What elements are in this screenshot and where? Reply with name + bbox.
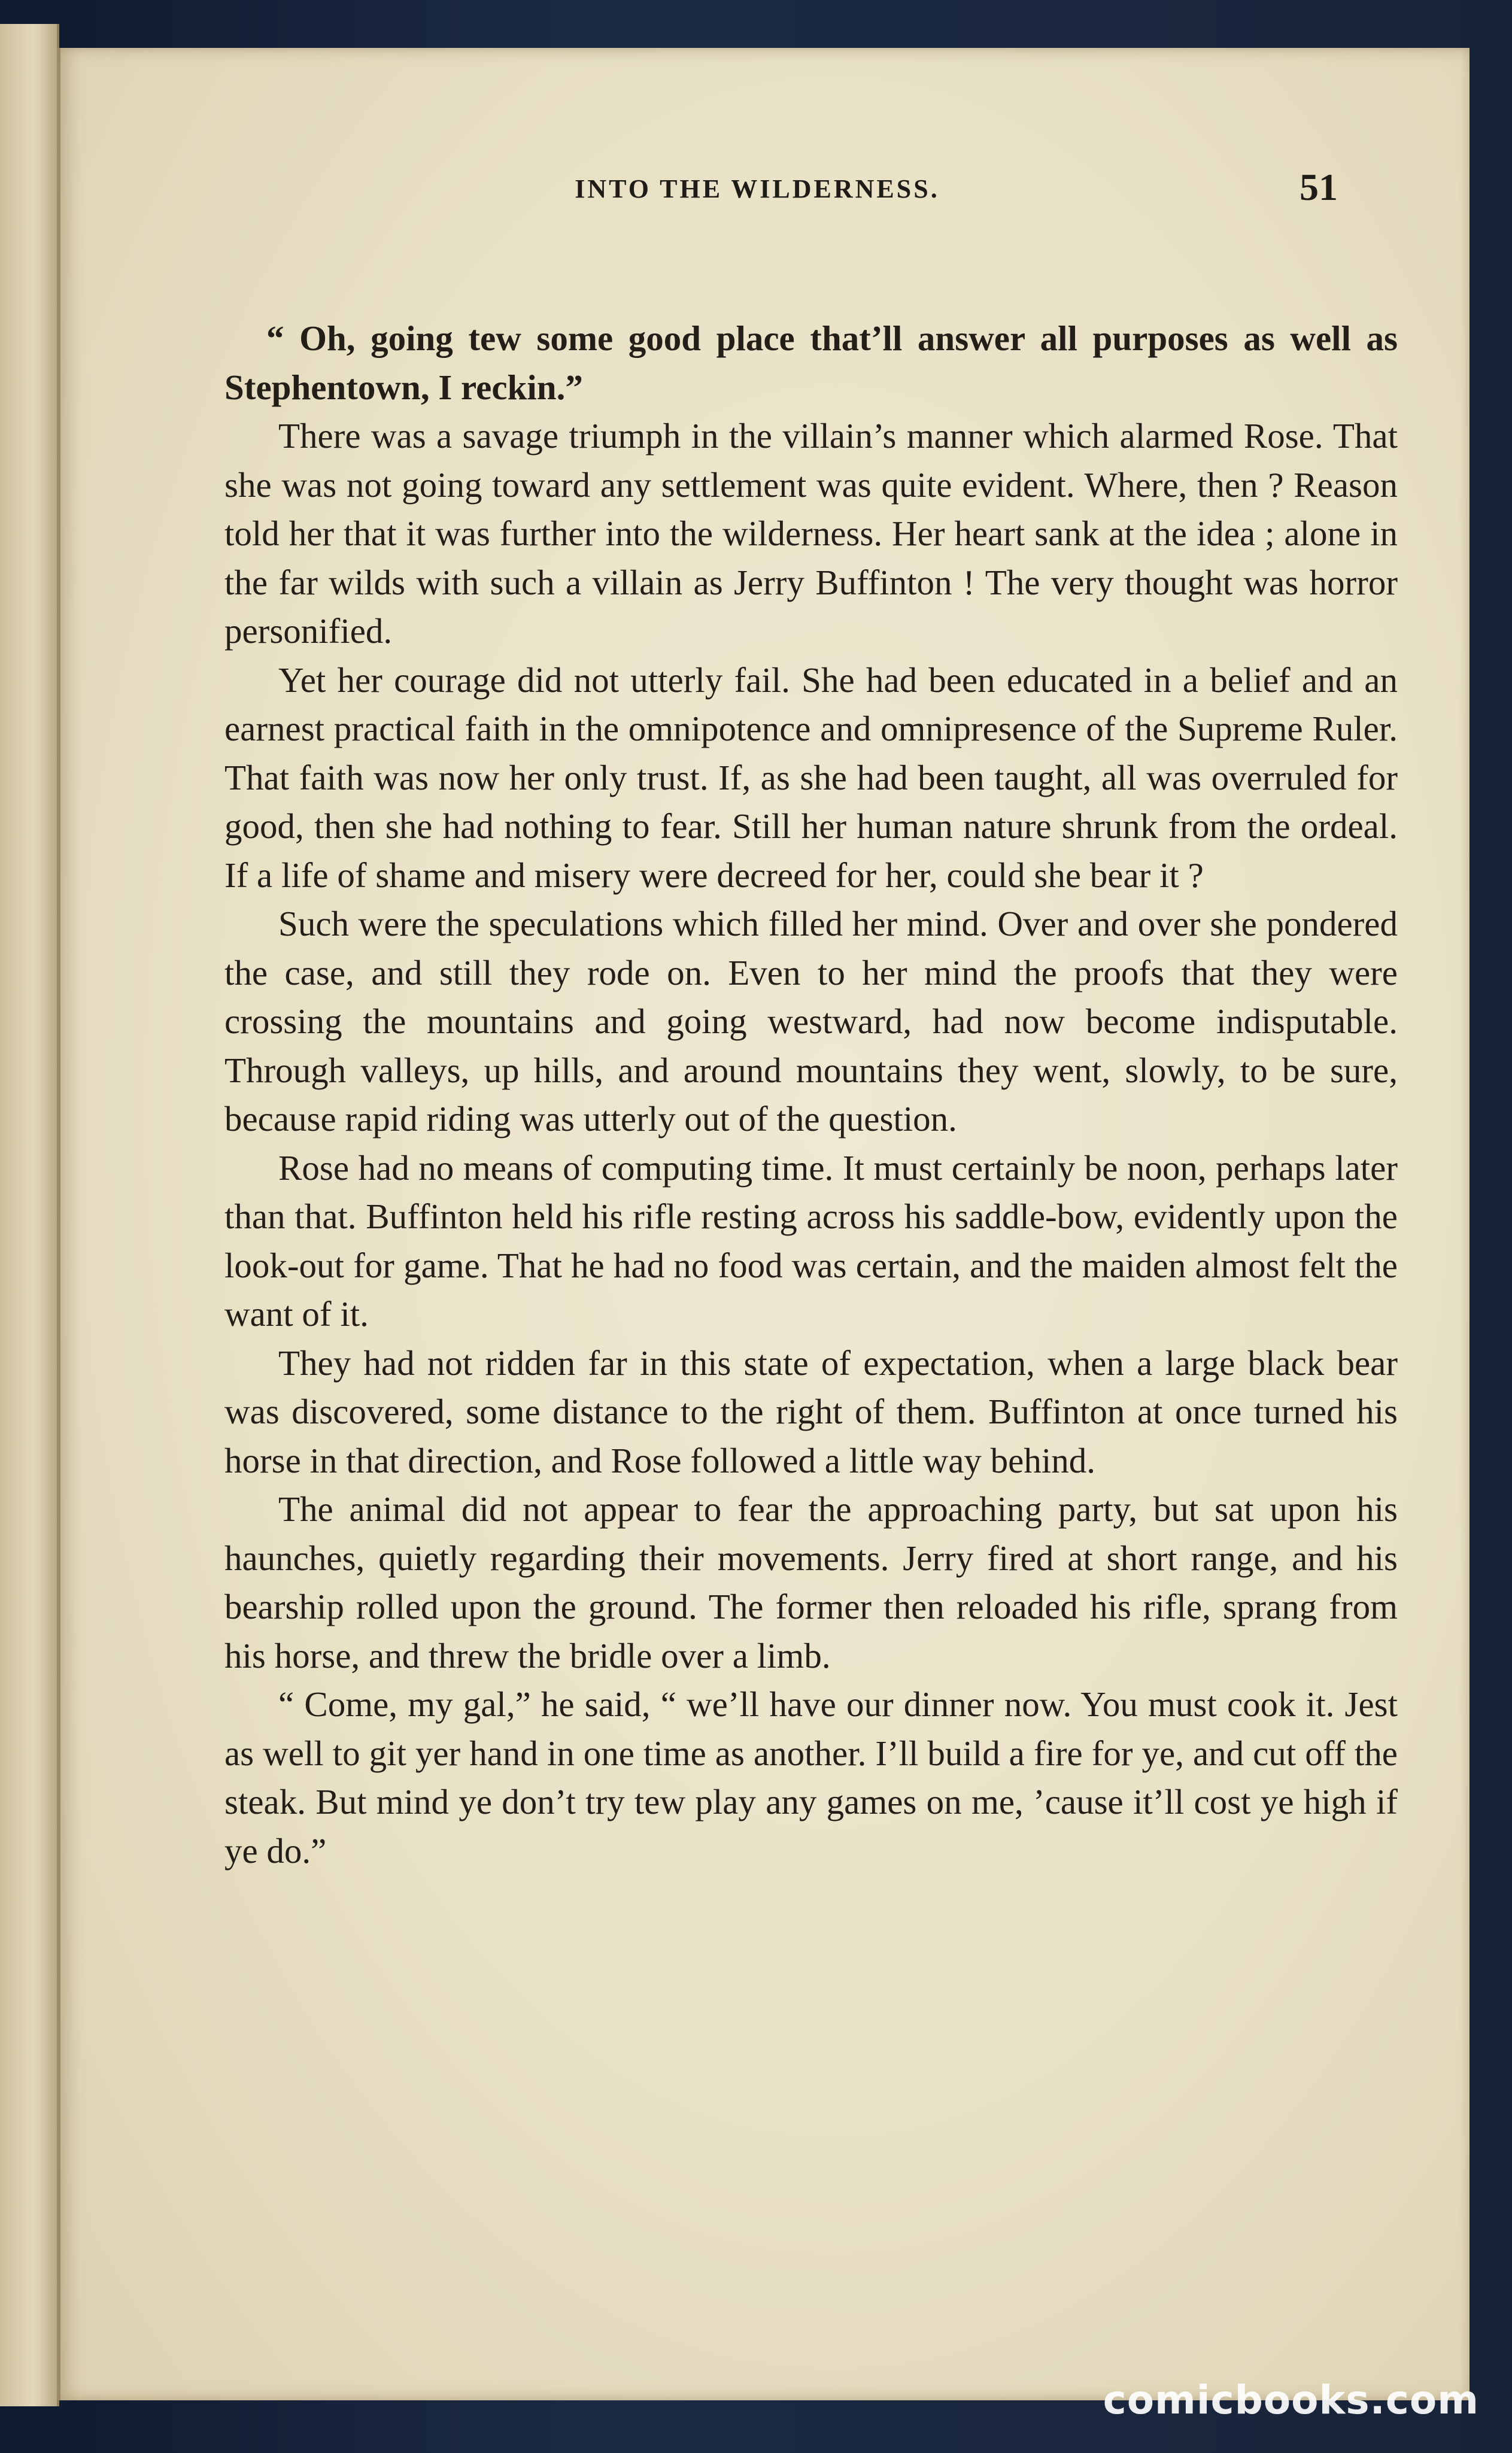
paragraph-6: They had not ridden far in this state of expectation, when a large black bear was discovered, some distance to the right of them. Buffinton at once turned his horse in that direction, and Rose followed a little way behind. — [224, 1343, 1398, 1480]
paragraph-5: Rose had no means of computing time. It must certainly be noon, perhaps later than that. Buffinton held his rifle resting across his saddle-bow, evidently upon the look-out for game. That he had no food was certain, and the maiden almost felt the want of it. — [224, 1147, 1398, 1334]
watermark: comicbooks.com — [1103, 2377, 1479, 2423]
facing-page-edge — [0, 24, 59, 2406]
paragraph-8: “ Come, my gal,” he said, “ we’ll have our dinner now. You must cook it. Jest as well to git yer hand in one time as another. I’ll build a fire for ye, and cut off the steak. But mind ye don’t try tew play any games on me, ’cause it’ll cost ye high if ye do.” — [224, 1684, 1398, 1871]
body-text — [224, 314, 1398, 1875]
page-number: 51 — [1300, 166, 1338, 208]
page-header — [177, 166, 1338, 227]
book-page — [57, 48, 1470, 2400]
paragraph-1: “ Oh, going tew some good place that’ll answer all purposes as well as Stephentown, I reckin.” — [224, 318, 1398, 407]
paragraph-2: There was a savage triumph in the villain’s manner which alarmed Rose. That she was not going toward any settlement was quite evident. Where, then ? Reason told her that it was further into the wilderness. Her heart sank at the idea ; alone in the far wilds with such a villain as Jerry Buffinton ! The very thought was horror personified. — [224, 416, 1398, 651]
running-head: INTO THE WILDERNESS. — [575, 174, 940, 204]
paragraph-4: Such were the speculations which filled her mind. Over and over she pondered the case, and still they rode on. Even to her mind the proofs that they were crossing the mountains and going westward, had now become indisputable. Through valleys, up hills, and around mountains they went, slowly, to be sure, because rapid riding was utterly out of the question. — [224, 904, 1398, 1139]
paragraph-7: The animal did not appear to fear the approaching party, but sat upon his haunches, quietly regarding their movements. Jerry fired at short range, and his bearship rolled upon the ground. The former then reloaded his rifle, sprang from his horse, and threw the bridle over a limb. — [224, 1489, 1398, 1675]
page-spine-shadow — [57, 48, 60, 2400]
paragraph-3: Yet her courage did not utterly fail. She had been educated in a belief and an earnest practical faith in the omnipotence and omnipresence of the Supreme Ruler. That faith was now her only trust. If, as she had been taught, all was overruled for good, then she had nothing to fear. Still her human nature shrunk from the ordeal. If a life of shame and misery were decreed for her, could she bear it ? — [224, 660, 1398, 895]
